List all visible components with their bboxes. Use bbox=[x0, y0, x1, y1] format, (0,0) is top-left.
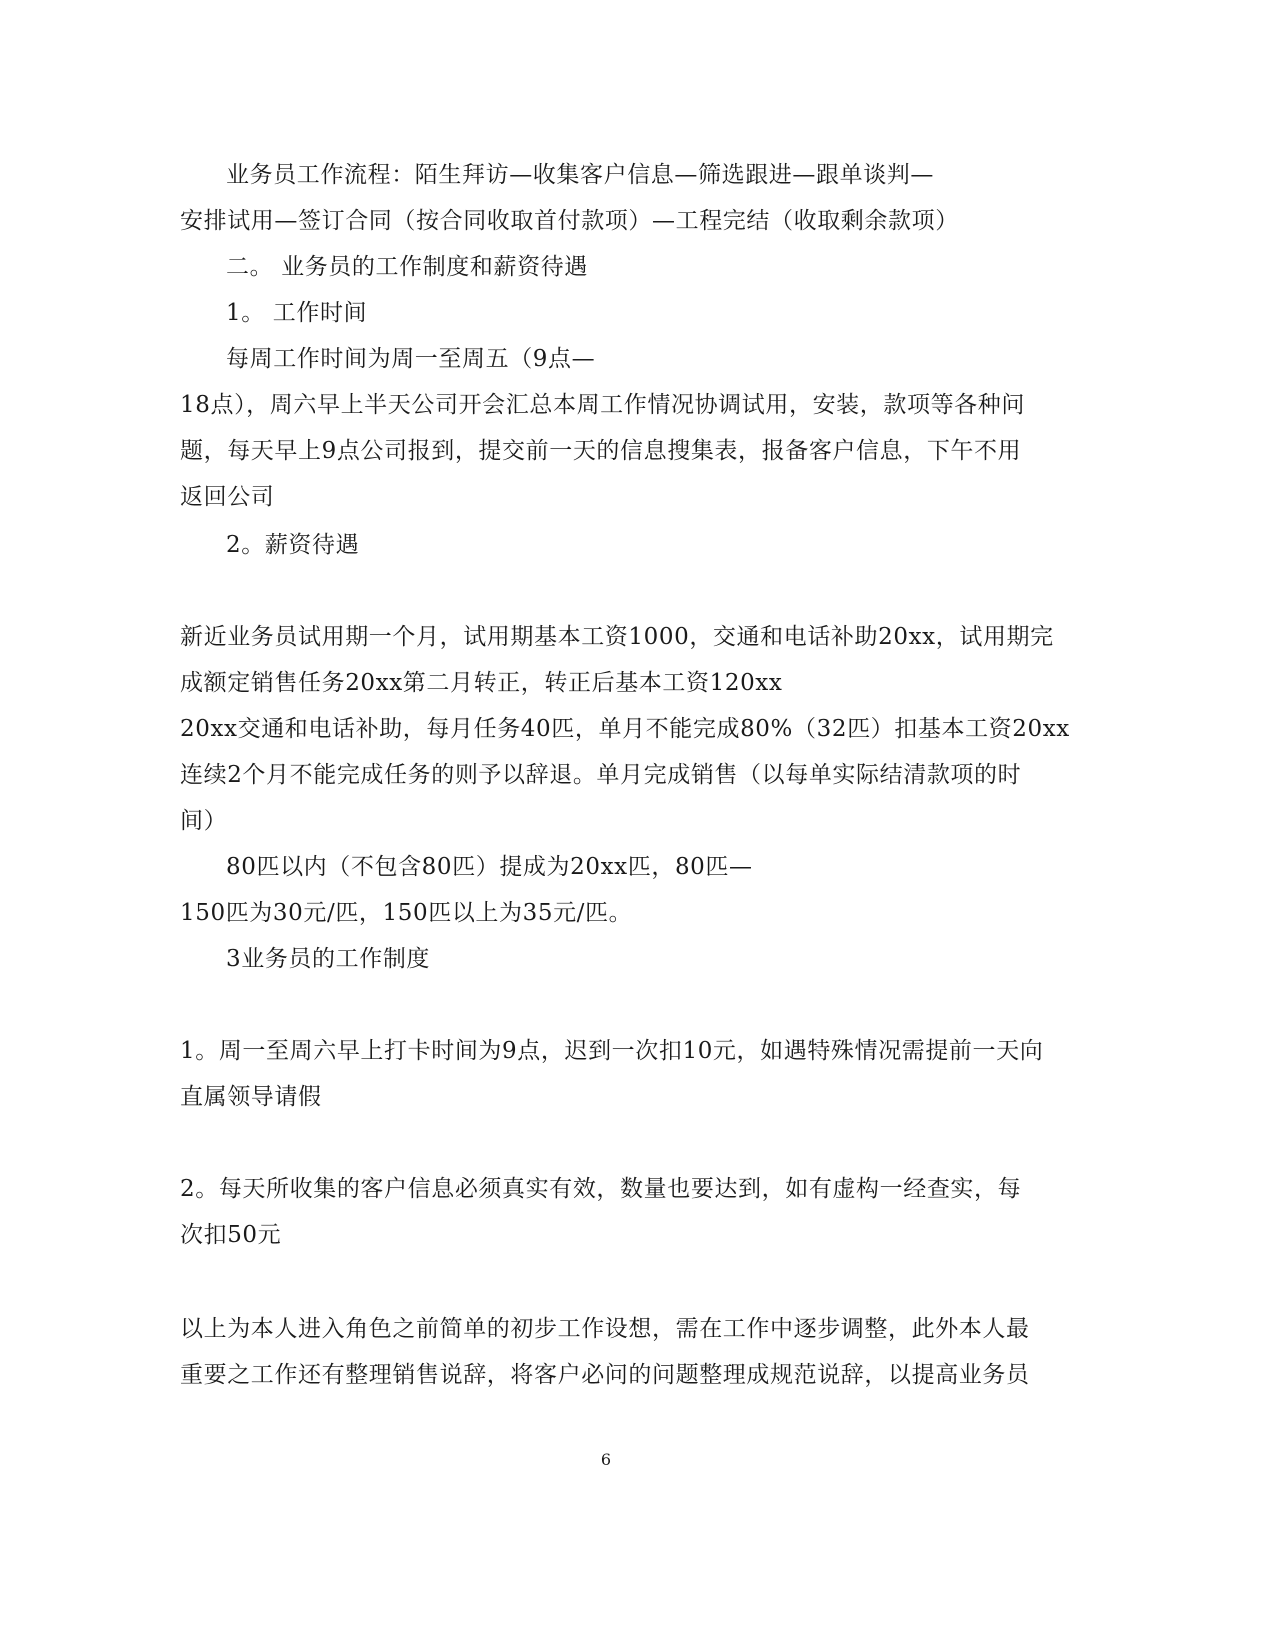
section-heading: 二。 业务员的工作制度和薪资待遇 bbox=[226, 254, 588, 280]
text-line: 20xx交通和电话补助，每月任务40匹，单月不能完成80%（32匹）扣基本工资20xx bbox=[180, 716, 1070, 742]
text-line: 连续2个月不能完成任务的则予以辞退。单月完成销售（以每单实际结清款项的时 bbox=[180, 762, 1022, 788]
text-line: 1。周一至周六早上打卡时间为9点，迟到一次扣10元，如遇特殊情况需提前一天向 bbox=[180, 1038, 1044, 1064]
text-line: 每周工作时间为周一至周五（9点— bbox=[226, 346, 596, 372]
text-line: 150匹为30元/匹，150匹以上为35元/匹。 bbox=[180, 900, 633, 926]
text-line: 次扣50元 bbox=[180, 1222, 282, 1248]
text-line: 2。每天所收集的客户信息必须真实有效，数量也要达到，如有虚构一经查实，每 bbox=[180, 1176, 1022, 1202]
text-line: 以上为本人进入角色之前简单的初步工作设想，需在工作中逐步调整，此外本人最 bbox=[180, 1316, 1030, 1342]
subsection-heading: 2。薪资待遇 bbox=[226, 532, 360, 558]
subsection-heading: 1。 工作时间 bbox=[226, 300, 368, 326]
text-line: 新近业务员试用期一个月，试用期基本工资1000，交通和电话补助20xx，试用期完 bbox=[180, 624, 1054, 650]
text-line: 重要之工作还有整理销售说辞，将客户必问的问题整理成规范说辞，以提高业务员 bbox=[180, 1362, 1030, 1388]
text-line: 成额定销售任务20xx第二月转正，转正后基本工资120xx bbox=[180, 670, 783, 696]
text-line: 间） bbox=[180, 808, 228, 834]
text-line: 业务员工作流程：陌生拜访—收集客户信息—筛选跟进—跟单谈判— bbox=[226, 162, 934, 188]
text-line: 题，每天早上9点公司报到，提交前一天的信息搜集表，报备客户信息，下午不用 bbox=[180, 438, 1022, 464]
text-line: 返回公司 bbox=[180, 484, 275, 510]
text-line: 安排试用—签订合同（按合同收取首付款项）—工程完结（收取剩余款项） bbox=[180, 208, 959, 234]
text-line: 直属领导请假 bbox=[180, 1084, 322, 1110]
text-line: 80匹以内（不包含80匹）提成为20xx匹，80匹— bbox=[226, 854, 753, 880]
page-number: 6 bbox=[600, 1450, 612, 1469]
subsection-heading: 3业务员的工作制度 bbox=[226, 946, 431, 972]
text-line: 18点），周六早上半天公司开会汇总本周工作情况协调试用，安装，款项等各种问 bbox=[180, 392, 1025, 418]
